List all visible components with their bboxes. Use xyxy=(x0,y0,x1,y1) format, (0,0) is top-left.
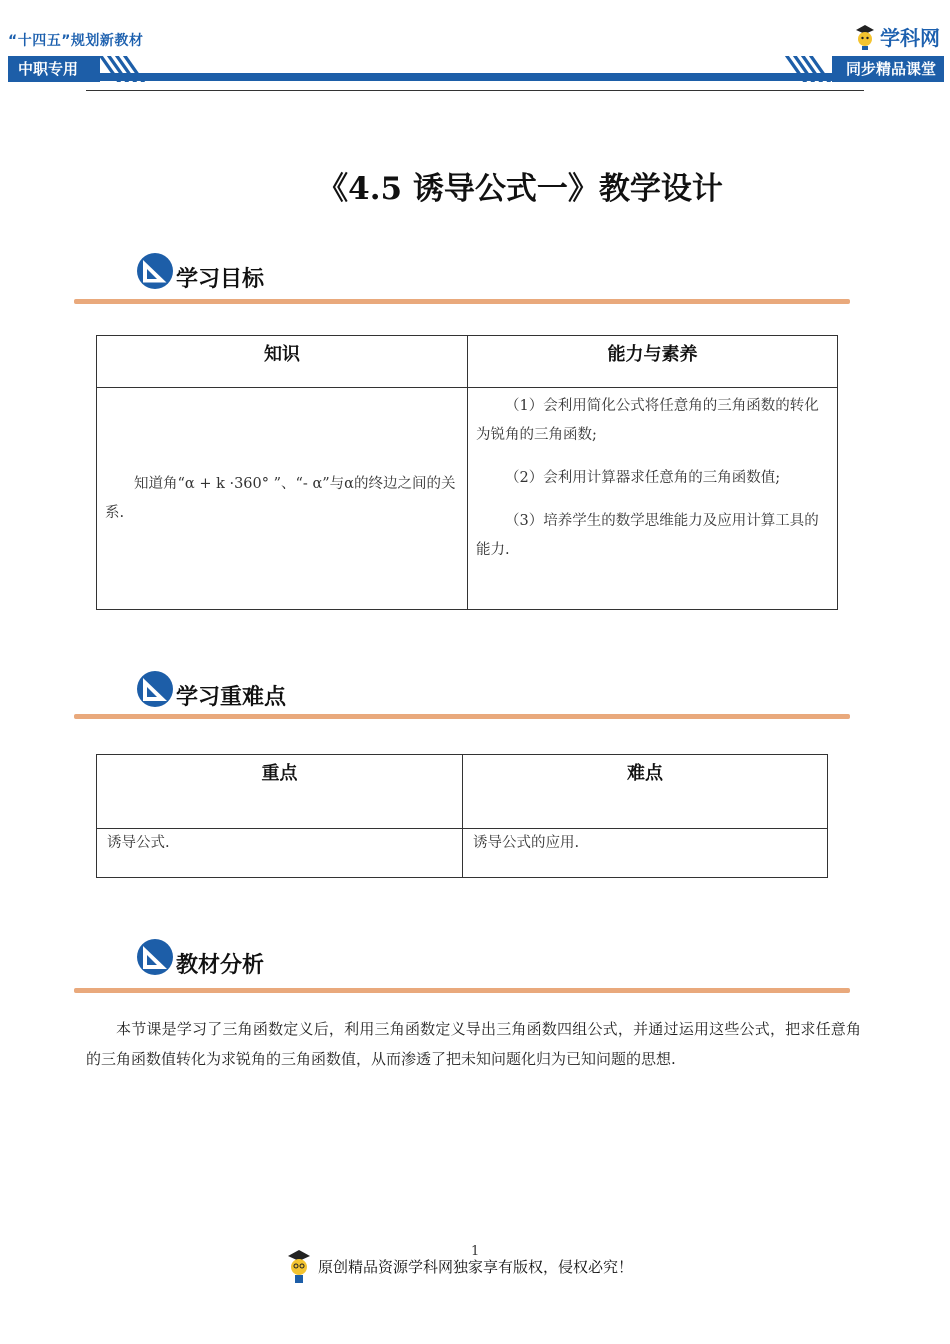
section-heading: 学习重难点 xyxy=(176,685,287,710)
set-square-icon xyxy=(136,252,174,290)
header-divider xyxy=(86,90,864,91)
abilities-cell xyxy=(468,388,838,610)
zxxk-logo xyxy=(854,22,940,51)
table-header: 知识 xyxy=(97,336,468,388)
mascot-icon xyxy=(286,1248,312,1284)
mascot-icon xyxy=(854,24,876,50)
section-underline xyxy=(74,988,850,993)
difficulty-cell: 诱导公式的应用. xyxy=(463,829,828,878)
set-square-icon xyxy=(136,670,174,708)
footer xyxy=(286,1246,633,1286)
objectives-table xyxy=(96,335,838,610)
ability-item: （1）会利用简化公式将任意角的三角函数的转化为锐角的三角函数; xyxy=(476,398,819,443)
logo-text: 学科网 xyxy=(880,26,940,50)
table-header: 重点 xyxy=(97,755,463,829)
section-heading: 教材分析 xyxy=(176,953,265,978)
table-header: 能力与素养 xyxy=(468,336,838,388)
analysis-paragraph: 本节课是学习了三角函数定义后，利用三角函数定义导出三角函数四组公式，并通过运用这些公式，把求任意角的三角函数值转化为求锐角的三角函数值，从而渗透了把未知问题化归为已知问题的思想. xyxy=(86,1020,861,1068)
series-label: “十四五”规划新教材 xyxy=(8,33,144,49)
section-heading: 学习目标 xyxy=(176,267,265,292)
knowledge-text: 知道角“α + k ·360° ”、“- α”与α的终边之间的关系. xyxy=(105,475,456,521)
section-underline xyxy=(74,299,850,304)
page-title: 《4.5 诱导公式一》教学设计 xyxy=(317,171,723,207)
stripe-decor-left xyxy=(104,56,144,82)
ability-item: （2）会利用计算器求任意角的三角函数值; xyxy=(505,470,781,486)
stripe-decor-right xyxy=(790,56,830,82)
section-underline xyxy=(74,714,850,719)
ability-item: （3）培养学生的数学思维能力及应用计算工具的能力. xyxy=(476,513,819,558)
page-number: 1 xyxy=(471,1244,480,1259)
key-points-table xyxy=(96,754,828,878)
course-tag: 同步精品课堂 xyxy=(832,56,944,82)
set-square-icon xyxy=(136,938,174,976)
table-header: 难点 xyxy=(463,755,828,829)
knowledge-cell xyxy=(97,388,468,610)
header-banner xyxy=(8,56,944,82)
copyright-text: 原创精品资源学科网独家享有版权，侵权必究！ xyxy=(318,1257,634,1276)
key-cell: 诱导公式. xyxy=(97,829,463,878)
vocational-tag: 中职专用 xyxy=(8,56,100,82)
